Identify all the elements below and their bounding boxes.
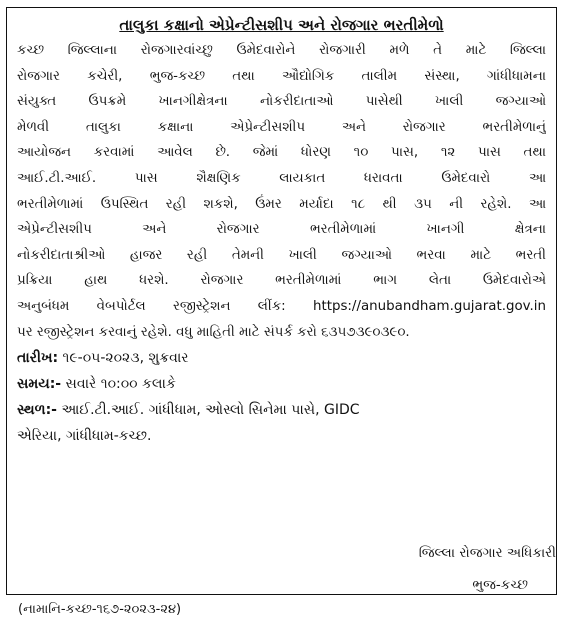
time-label: સમય:- (17, 376, 62, 393)
place-label: સ્થળ:- (17, 402, 57, 419)
body-line: મેળવી તાલુકા કક્ષાના એપ્રેન્ટીસશીપ અને રોજગાર ભરતીમેળાનું (17, 119, 546, 135)
body-line: એપ્રેન્ટીસશીપ અને રોજગાર ભરતીમેળામાં ખાનગી ક્ષેત્રના (17, 222, 546, 238)
event-date (17, 345, 546, 371)
body-line: રોજગાર કચેરી, ભુજ-કચ્છ તથા ઔદ્યોગિક તાલીમ સંસ્થા, ગાંધીધામના (17, 68, 546, 84)
event-time (17, 371, 546, 397)
body-line: નોકરીદાતાશ્રીઓ હાજર રહી તેમની ખાલી જગ્યાઓ ભરવા માટે ભરતી (17, 247, 546, 263)
time-value: સવારે ૧૦:૦૦ કલાકે (61, 376, 176, 393)
body-line: પ્રક્રિયા હાથ ધરશે. રોજગાર ભરતીમેળામાં ભાગ લેતા ઉમેદવારોએ (17, 273, 546, 289)
body-line: આઈ.ટી.આઈ. પાસ શૈક્ષણિક લાયકાત ધરાવતા ઉમેદવારો આ (17, 170, 546, 186)
body-line: આયોજન કરવામાં આવેલ છે. જેમાં ધોરણ ૧૦ પાસ, ૧૨ પાસ તથા (17, 145, 546, 161)
contact-line: પર રજીસ્ટ્રેશન કરવાનું રહેશે. વધુ માહિતી માટે સંપર્ક કરો ૬૩૫૭૩૯૦૩૯૦. (17, 324, 410, 340)
notice-body (17, 38, 546, 345)
event-place (17, 397, 546, 423)
date-value: ૧૯-૦૫-૨૦૨૩, શુક્રવાર (58, 350, 189, 367)
signatory-city: ભુજ-કચ્છ (472, 577, 528, 593)
body-line: ભરતીમેળામાં ઉપસ્થિત રહી શકશે, ઉંમર મર્યાદા ૧૮ થી ૩૫ ની રહેશે. આ (17, 196, 546, 212)
body-line: સંયુક્ત ઉપક્રમે ખાનગીક્ષેત્રના નોકરીદાતાઓ પાસેથી ખાલી જગ્યાઓ (17, 94, 546, 110)
signatory-title: જિલ્લા રોજગાર અધિકારી (418, 545, 556, 561)
notice-title: તાલુકા કક્ષાનો એપ્રેન્ટીસશીપ અને રોજગાર ભરતીમેળો (119, 16, 444, 34)
event-place-continued: એરિયા, ગાંધીધામ-કચ્છ. (17, 428, 152, 445)
registration-link-line: અનુબંધમ વેબપોર્ટલ રજીસ્ટ્રેશન લીંક: https://anubandham.gujarat.gov.in (17, 298, 546, 314)
date-label: તારીખ: (17, 350, 59, 367)
body-line: કચ્છ જિલ્લાના રોજગારવાંચ્છુ ઉમેદવારોને રોજગારી મળે તે માટે જિલ્લા (17, 43, 546, 58)
place-value: આઈ.ટી.આઈ. ગાંધીધામ, ઓસ્લો સિનેમા પાસે, GIDC (57, 402, 360, 419)
reference-number: (નામાનિ-કચ્છ-૧૬૭-૨૦૨૩-૨૪) (18, 602, 182, 617)
notice-box (6, 7, 557, 595)
